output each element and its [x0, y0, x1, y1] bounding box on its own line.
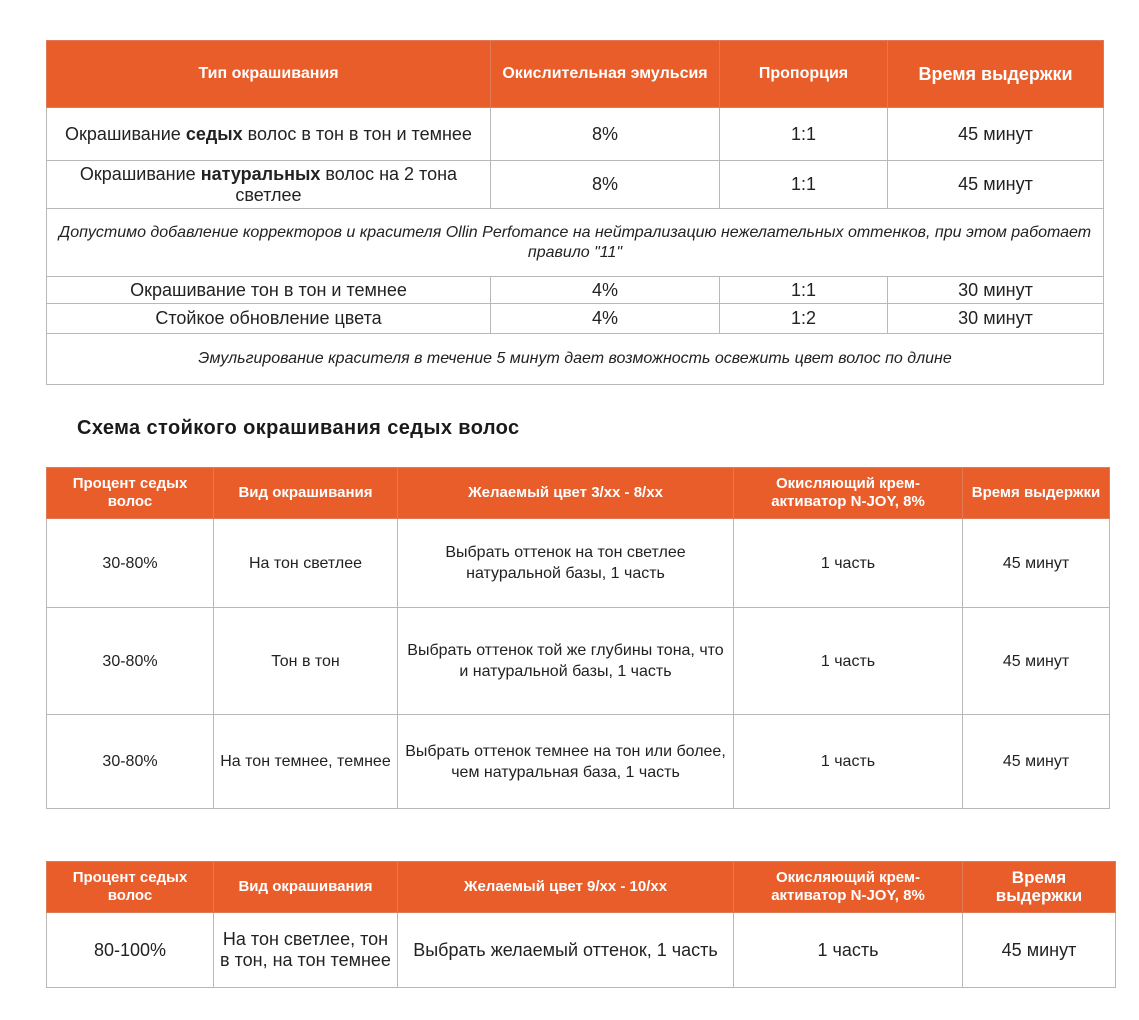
gray-percent-cell: 80-100% — [47, 913, 214, 988]
header-coloring-kind: Вид окрашивания — [214, 468, 398, 519]
oxidant-cell: 4% — [491, 277, 720, 304]
note-row — [47, 334, 1104, 385]
header-desired-color: Желаемый цвет 3/хх - 8/хх — [398, 468, 734, 519]
note-cell: Эмульгирование красителя в течение 5 минут дает возможность освежить цвет волос по длине — [47, 334, 1104, 385]
activator-cell: 1 часть — [734, 913, 963, 988]
time-cell: 45 минут — [963, 913, 1116, 988]
gray-percent-cell: 30-80% — [47, 519, 214, 608]
table-row — [47, 608, 1110, 715]
desired-color-cell: Выбрать желаемый оттенок, 1 часть — [398, 913, 734, 988]
header-coloring-kind: Вид окрашивания — [214, 862, 398, 913]
coloring-kind-cell: На тон светлее, тон в тон, на тон темнее — [214, 913, 398, 988]
desired-color-cell: Выбрать оттенок темнее на тон или более, чем натуральная база, 1 часть — [398, 715, 734, 809]
time-cell: 45 минут — [888, 161, 1104, 209]
header-exposure-time: Время выдержки — [963, 468, 1110, 519]
gray-percent-cell: 30-80% — [47, 608, 214, 715]
header-proportion: Пропорция — [720, 41, 888, 108]
header-exposure-time: Время выдержки — [963, 862, 1116, 913]
coloring-type-text: Окрашивание — [65, 123, 186, 144]
ratio-cell: 1:1 — [720, 161, 888, 209]
header-desired-color: Желаемый цвет 9/хх - 10/хх — [398, 862, 734, 913]
table-row — [47, 161, 1104, 209]
coloring-type-text: волос в тон в тон и темнее — [242, 123, 472, 144]
coloring-type-bold: натуральных — [200, 163, 321, 184]
time-cell: 30 минут — [888, 304, 1104, 334]
desired-color-cell: Выбрать оттенок той же глубины тона, что и натуральной базы, 1 часть — [398, 608, 734, 715]
table-row — [47, 519, 1110, 608]
table-row — [47, 304, 1104, 334]
table-row — [47, 913, 1116, 988]
time-cell: 30 минут — [888, 277, 1104, 304]
oxidant-cell: 8% — [491, 161, 720, 209]
table-row — [47, 715, 1110, 809]
coloring-type-cell: Окрашивание тон в тон и темнее — [47, 277, 491, 304]
coloring-kind-cell: Тон в тон — [214, 608, 398, 715]
section-title: Схема стойкого окрашивания седых волос — [77, 417, 520, 439]
ratio-cell: 1:1 — [720, 108, 888, 161]
gray-hair-scheme-table — [46, 467, 1110, 809]
coloring-type-cell — [47, 108, 491, 161]
activator-cell: 1 часть — [734, 608, 963, 715]
note-row — [47, 209, 1104, 277]
note-cell: Допустимо добавление корректоров и красителя Ollin Perfomance на нейтрализацию нежелательных оттенков, при этом работает правило "11" — [47, 209, 1104, 277]
table-header-row — [47, 862, 1116, 913]
gray-percent-cell: 30-80% — [47, 715, 214, 809]
time-cell: 45 минут — [888, 108, 1104, 161]
coloring-type-cell — [47, 161, 491, 209]
table-row — [47, 108, 1104, 161]
header-gray-percent: Процент седых волос — [47, 468, 214, 519]
activator-cell: 1 часть — [734, 519, 963, 608]
table-row — [47, 277, 1104, 304]
coloring-type-bold: седых — [185, 123, 243, 144]
header-oxidant: Окислительная эмульсия — [491, 41, 720, 108]
table-header-row — [47, 41, 1104, 108]
header-gray-percent: Процент седых волос — [47, 862, 214, 913]
oxidant-cell: 4% — [491, 304, 720, 334]
header-exposure-time: Время выдержки — [888, 41, 1104, 108]
ratio-cell: 1:2 — [720, 304, 888, 334]
coloring-kind-cell: На тон светлее — [214, 519, 398, 608]
time-cell: 45 минут — [963, 608, 1110, 715]
header-activator: Окисляющий крем-активатор N-JOY, 8% — [734, 862, 963, 913]
time-cell: 45 минут — [963, 715, 1110, 809]
coloring-kind-cell: На тон темнее, темнее — [214, 715, 398, 809]
header-coloring-type: Тип окрашивания — [47, 41, 491, 108]
oxidant-cell: 8% — [491, 108, 720, 161]
table-header-row — [47, 468, 1110, 519]
coloring-type-cell: Стойкое обновление цвета — [47, 304, 491, 334]
gray-hair-scheme-table-light — [46, 861, 1116, 988]
header-activator: Окисляющий крем-активатор N-JOY, 8% — [734, 468, 963, 519]
ratio-cell: 1:1 — [720, 277, 888, 304]
coloring-type-text: Окрашивание — [79, 163, 201, 184]
time-cell: 45 минут — [963, 519, 1110, 608]
activator-cell: 1 часть — [734, 715, 963, 809]
desired-color-cell: Выбрать оттенок на тон светлее натуральной базы, 1 часть — [398, 519, 734, 608]
coloring-types-table — [46, 40, 1104, 385]
coloring-type-text: волос на 2 тона светлее — [235, 163, 458, 205]
